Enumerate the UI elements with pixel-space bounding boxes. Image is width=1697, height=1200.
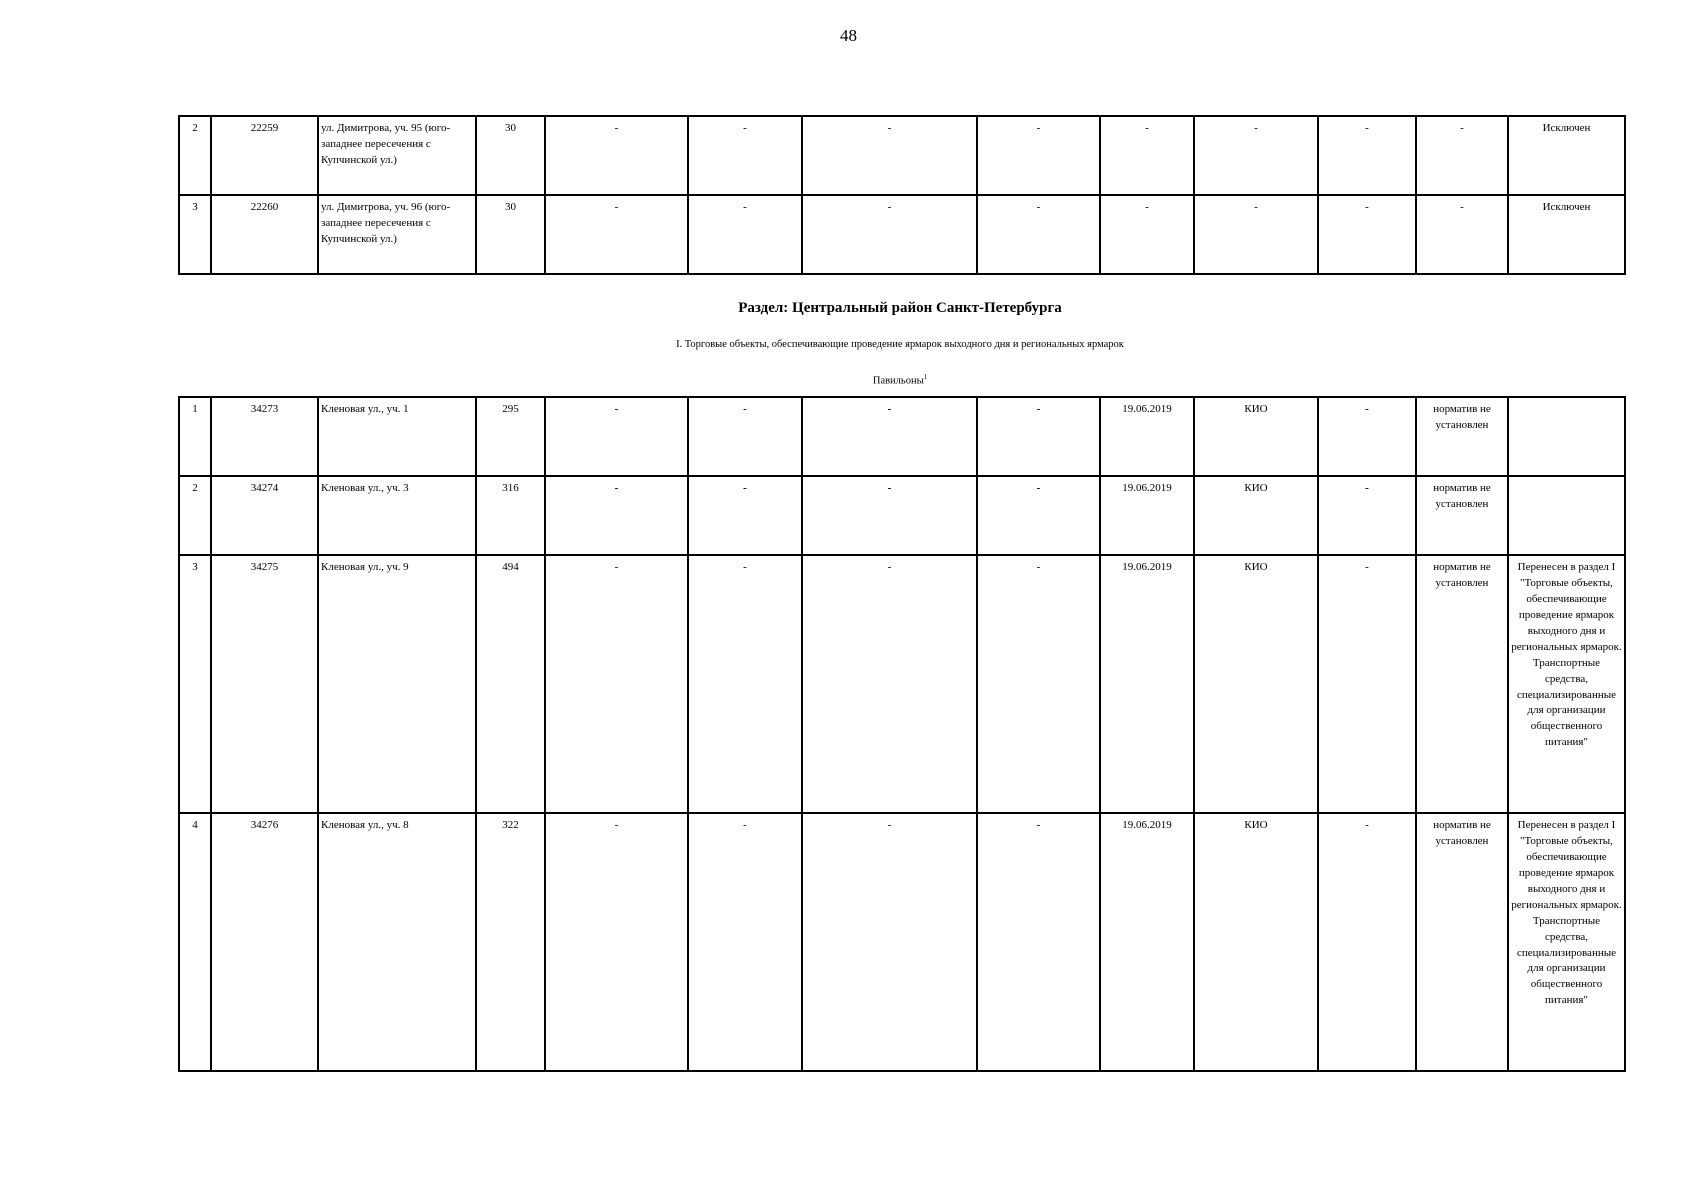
object-address: ул. Димитрова, уч. 95 (юго-западнее пересечения с Купчинской ул.)	[318, 116, 476, 195]
status-note: Исключен	[1508, 195, 1625, 274]
cell-col8: -	[977, 397, 1100, 476]
cell-col11: -	[1318, 813, 1416, 1071]
row-number: 2	[179, 116, 211, 195]
cell-col8: -	[977, 476, 1100, 555]
decision-date: 19.06.2019	[1100, 397, 1194, 476]
page-number: 48	[840, 26, 857, 45]
cell-col6: -	[688, 813, 802, 1071]
cell-col11: -	[1318, 476, 1416, 555]
cell-col5: -	[545, 195, 688, 274]
object-area: 322	[476, 813, 545, 1071]
status-note	[1508, 476, 1625, 555]
object-code: 34274	[211, 476, 318, 555]
cell-col7: -	[802, 195, 977, 274]
object-address: Кленовая ул., уч. 8	[318, 813, 476, 1071]
row-number: 2	[179, 476, 211, 555]
cell-col12: -	[1416, 195, 1508, 274]
cell-col5: -	[545, 476, 688, 555]
cell-col5: -	[545, 555, 688, 813]
cell-col12: -	[1416, 116, 1508, 195]
cell-col11: -	[1318, 195, 1416, 274]
decision-date: 19.06.2019	[1100, 476, 1194, 555]
cell-col6: -	[688, 476, 802, 555]
cell-col7: -	[802, 476, 977, 555]
cell-col6: -	[688, 195, 802, 274]
status-note: Исключен	[1508, 116, 1625, 195]
object-area: 494	[476, 555, 545, 813]
authority: КИО	[1194, 813, 1318, 1071]
table-row	[179, 116, 1625, 195]
cell-col11: -	[1318, 555, 1416, 813]
cell-col5: -	[545, 116, 688, 195]
section-title: Раздел: Центральный район Санкт-Петербурга	[738, 300, 1062, 316]
object-address: Кленовая ул., уч. 9	[318, 555, 476, 813]
object-area: 316	[476, 476, 545, 555]
excluded-objects-table	[178, 115, 1626, 275]
cell-col9: -	[1100, 116, 1194, 195]
table-row	[179, 555, 1625, 813]
cell-col7: -	[802, 813, 977, 1071]
subsection-label: Павильоны	[872, 375, 924, 387]
norm-status: норматив не установлен	[1416, 476, 1508, 555]
row-number: 1	[179, 397, 211, 476]
status-note: Перенесен в раздел I "Торговые объекты, обеспечивающие проведение ярмарок выходного дня и региональных ярмарок. Транспортные средства, специализированные для организации общественного питания"	[1508, 813, 1625, 1071]
row-number: 4	[179, 813, 211, 1071]
row-number: 3	[179, 555, 211, 813]
cell-col5: -	[545, 813, 688, 1071]
cell-col7: -	[802, 397, 977, 476]
cell-col10: -	[1194, 116, 1318, 195]
status-note	[1508, 397, 1625, 476]
norm-status: норматив не установлен	[1416, 555, 1508, 813]
object-code: 22260	[211, 195, 318, 274]
object-code: 34276	[211, 813, 318, 1071]
cell-col7: -	[802, 116, 977, 195]
cell-col6: -	[688, 397, 802, 476]
object-address: Кленовая ул., уч. 3	[318, 476, 476, 555]
authority: КИО	[1194, 397, 1318, 476]
cell-col8: -	[977, 195, 1100, 274]
cell-col11: -	[1318, 116, 1416, 195]
footnote-mark: 1	[923, 373, 928, 381]
object-code: 22259	[211, 116, 318, 195]
norm-status: норматив не установлен	[1416, 813, 1508, 1071]
cell-col11: -	[1318, 397, 1416, 476]
status-note: Перенесен в раздел I "Торговые объекты, обеспечивающие проведение ярмарок выходного дня и региональных ярмарок. Транспортные средства, специализированные для организации общественного питания"	[1508, 555, 1625, 813]
object-area: 30	[476, 195, 545, 274]
cell-col8: -	[977, 555, 1100, 813]
object-code: 34275	[211, 555, 318, 813]
subsection-title	[0, 373, 1697, 387]
cell-col9: -	[1100, 195, 1194, 274]
norm-status: норматив не установлен	[1416, 397, 1508, 476]
object-area: 30	[476, 116, 545, 195]
cell-col6: -	[688, 555, 802, 813]
table-row	[179, 813, 1625, 1071]
table-row	[179, 397, 1625, 476]
cell-col8: -	[977, 813, 1100, 1071]
authority: КИО	[1194, 555, 1318, 813]
cell-col6: -	[688, 116, 802, 195]
object-code: 34273	[211, 397, 318, 476]
table-row	[179, 195, 1625, 274]
decision-date: 19.06.2019	[1100, 555, 1194, 813]
object-address: ул. Димитрова, уч. 96 (юго-западнее пересечения с Купчинской ул.)	[318, 195, 476, 274]
cell-col8: -	[977, 116, 1100, 195]
table-row	[179, 476, 1625, 555]
cell-col7: -	[802, 555, 977, 813]
row-number: 3	[179, 195, 211, 274]
authority: КИО	[1194, 476, 1318, 555]
section-subtitle: I. Торговые объекты, обеспечивающие проведение ярмарок выходного дня и региональных ярмарок	[676, 339, 1124, 350]
cell-col5: -	[545, 397, 688, 476]
cell-col10: -	[1194, 195, 1318, 274]
object-area: 295	[476, 397, 545, 476]
decision-date: 19.06.2019	[1100, 813, 1194, 1071]
pavilions-table	[178, 396, 1626, 1072]
object-address: Кленовая ул., уч. 1	[318, 397, 476, 476]
